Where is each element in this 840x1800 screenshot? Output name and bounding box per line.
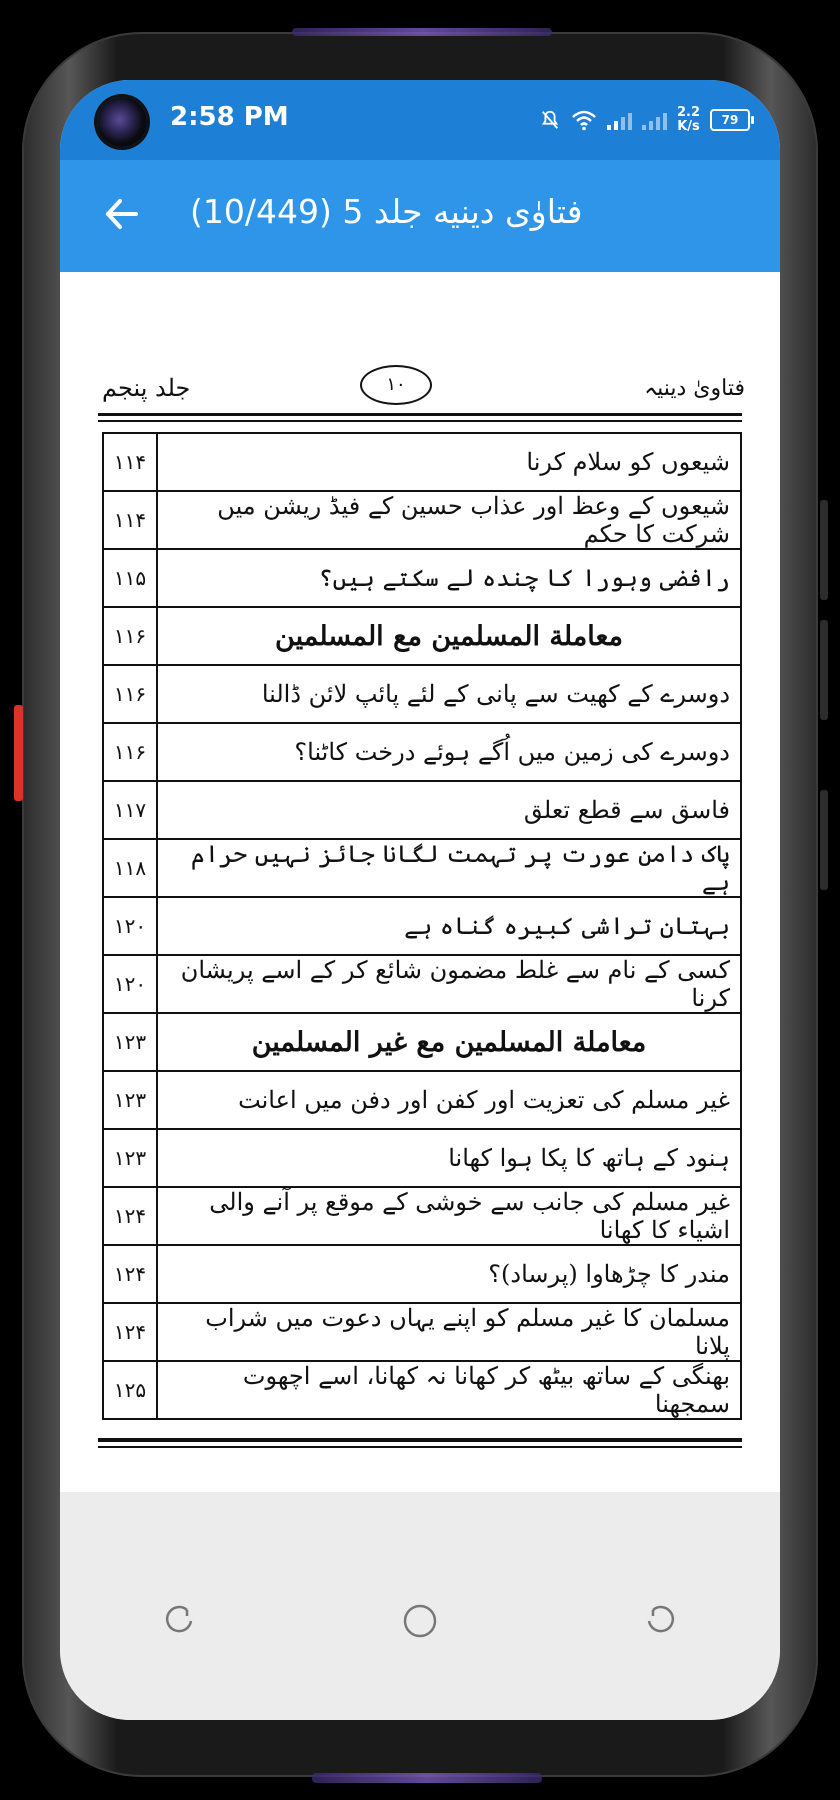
back-button[interactable] <box>630 1591 690 1651</box>
section-title: معاملة المسلمين مع المسلمين <box>157 607 741 665</box>
volume-label: جلد پنجم <box>102 374 191 402</box>
table-row <box>103 897 741 955</box>
row-title: فاسق سے قطع تعلق <box>157 781 741 839</box>
table-row <box>103 839 741 897</box>
navigation-bar <box>60 1576 780 1666</box>
arrow-left-icon[interactable] <box>98 190 146 238</box>
table-row <box>103 1129 741 1187</box>
signal-icon <box>607 110 632 130</box>
screen <box>60 80 780 1720</box>
row-page-number: ۱۱۴ <box>103 433 157 491</box>
camera-cutout <box>97 97 147 147</box>
row-title: دوسرے کے کھیت سے پانی کے لئے پائپ لائن ڈالنا <box>157 665 741 723</box>
row-title: رافضی وہورا کا چندہ لے سکتے ہیں؟ <box>157 549 741 607</box>
row-page-number: ۱۱۷ <box>103 781 157 839</box>
table-row <box>103 955 741 1013</box>
section-heading-row <box>103 1013 741 1071</box>
volume-down-button <box>820 620 828 720</box>
status-bar <box>60 80 780 160</box>
header-rule <box>98 413 742 416</box>
book-title: فتاویٰ دینیہ <box>644 376 745 401</box>
table-row <box>103 1303 741 1361</box>
contents-table <box>102 432 742 1420</box>
footer-rule-thin <box>98 1446 742 1448</box>
section-title: معاملة المسلمين مع غير المسلمين <box>157 1013 741 1071</box>
table-row <box>103 665 741 723</box>
table-row <box>103 1071 741 1129</box>
row-page-number: ۱۲۳ <box>103 1013 157 1071</box>
table-row <box>103 491 741 549</box>
net-speed-value: 2.2 <box>676 105 700 120</box>
home-circle-icon <box>401 1602 439 1640</box>
row-page-number: ۱۲۰ <box>103 897 157 955</box>
row-page-number: ۱۲۴ <box>103 1187 157 1245</box>
net-speed <box>677 106 700 134</box>
row-title: مسلمان کا غیر مسلم کو اپنے یہاں دعوت میں شراب پلانا <box>157 1303 741 1361</box>
row-page-number: ۱۲۰ <box>103 955 157 1013</box>
row-title: ہنود کے ہاتھ کا پکا ہوا کھانا <box>157 1129 741 1187</box>
wifi-icon <box>571 109 597 131</box>
mute-bell-icon <box>539 109 561 131</box>
footer-rule <box>98 1438 742 1442</box>
row-page-number: ۱۲۴ <box>103 1303 157 1361</box>
row-page-number: ۱۱۵ <box>103 549 157 607</box>
row-title: بھنگی کے ساتھ بیٹھ کر کھانا نہ کھانا، اسے اچھوت سمجھنا <box>157 1361 741 1419</box>
row-title: غیر مسلم کی جانب سے خوشی کے موقع پر آنے والی اشیاء کا کھانا <box>157 1187 741 1245</box>
table-row <box>103 549 741 607</box>
row-page-number: ۱۱۶ <box>103 723 157 781</box>
row-title: دوسرے کی زمین میں اُگے ہوئے درخت کاٹنا؟ <box>157 723 741 781</box>
row-page-number: ۱۱۶ <box>103 665 157 723</box>
table-row <box>103 433 741 491</box>
row-title: بہتان تراشی کبیرہ گناہ ہے <box>157 897 741 955</box>
signal-icon-2 <box>642 110 667 130</box>
header-rule-thin <box>98 420 742 422</box>
nav-back-icon <box>643 1604 677 1638</box>
recent-apps-button[interactable] <box>150 1591 210 1651</box>
table-row <box>103 1187 741 1245</box>
row-title: شیعوں کے وعظ اور عذاب حسین کے فیڈ ریشن میں شرکت کا حکم <box>157 491 741 549</box>
row-title: مندر کا چڑھاوا (پرساد)؟ <box>157 1245 741 1303</box>
row-title: شیعوں کو سلام کرنا <box>157 433 741 491</box>
row-page-number: ۱۱۸ <box>103 839 157 897</box>
side-key <box>820 790 828 890</box>
row-title: غیر مسلم کی تعزیت اور کفن اور دفن میں اعانت <box>157 1071 741 1129</box>
table-row <box>103 1361 741 1419</box>
page-title: (10/449) فتاوٰی دینیه جلد 5 <box>190 192 583 231</box>
app-bar <box>60 160 780 272</box>
status-icons <box>539 102 750 138</box>
battery-level: 79 <box>721 113 739 127</box>
row-page-number: ۱۲۳ <box>103 1071 157 1129</box>
section-heading-row <box>103 607 741 665</box>
net-speed-unit: K/s <box>677 119 700 134</box>
status-time: 2:58 PM <box>170 102 289 132</box>
row-page-number: ۱۱۶ <box>103 607 157 665</box>
row-page-number: ۱۲۳ <box>103 1129 157 1187</box>
row-page-number: ۱۲۴ <box>103 1245 157 1303</box>
table-row <box>103 723 741 781</box>
page-number: ۱۰ <box>360 365 432 405</box>
table-row <box>103 1245 741 1303</box>
power-button <box>14 705 23 801</box>
document-page[interactable] <box>60 272 780 1492</box>
volume-up-button <box>820 500 828 600</box>
recent-apps-icon <box>163 1604 197 1638</box>
table-row <box>103 781 741 839</box>
row-page-number: ۱۲۵ <box>103 1361 157 1419</box>
row-page-number: ۱۱۴ <box>103 491 157 549</box>
home-button[interactable] <box>390 1591 450 1651</box>
battery-icon <box>710 109 750 131</box>
row-title: کسی کے نام سے غلط مضمون شائع کر کے اسے پریشان کرنا <box>157 955 741 1013</box>
row-title: پاک دامن عورت پر تہمت لگانا جائز نہیں حرام ہے <box>157 839 741 897</box>
